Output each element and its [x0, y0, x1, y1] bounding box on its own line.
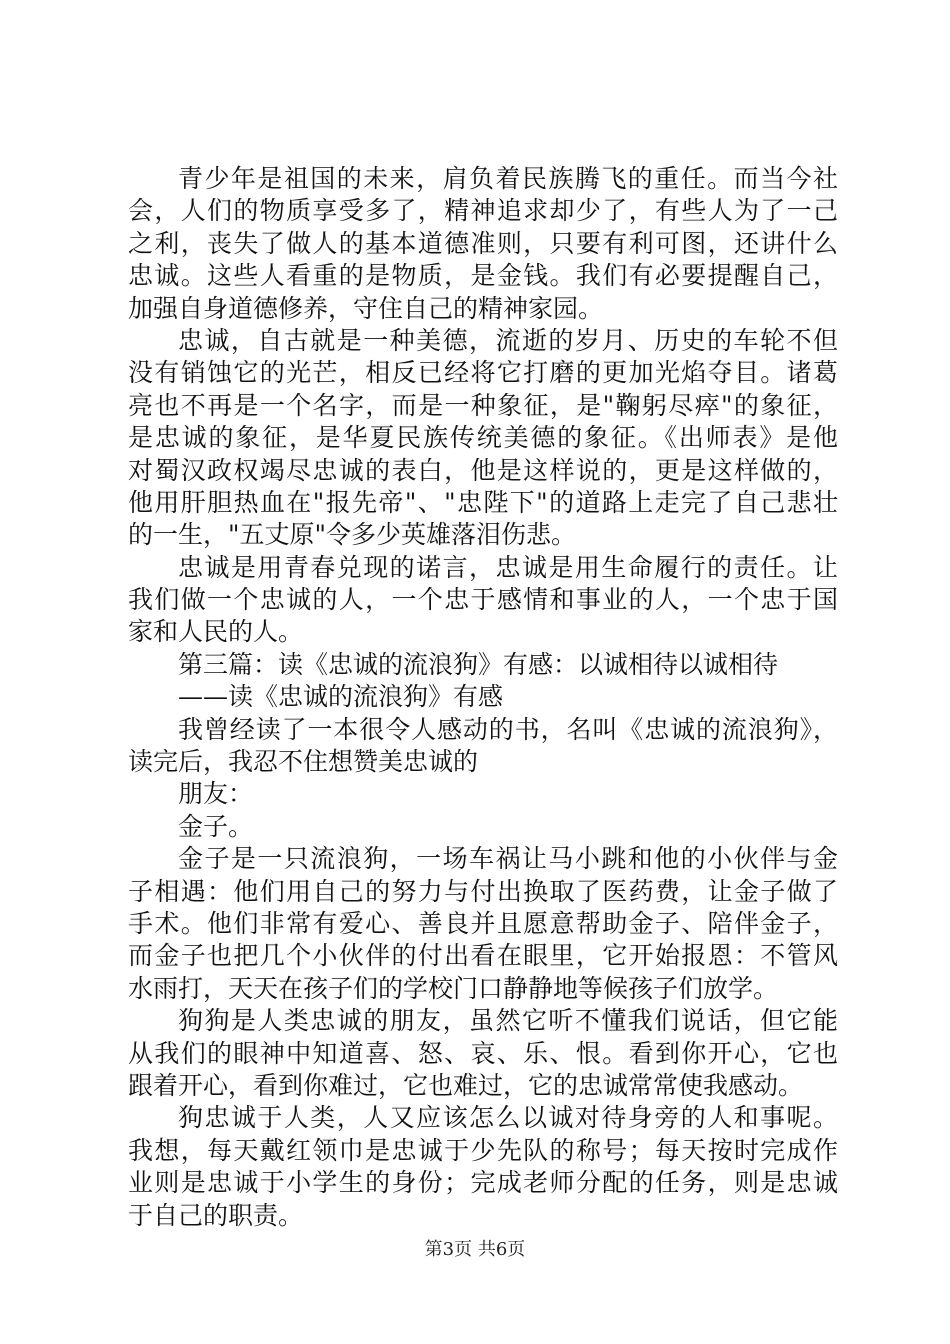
text-line: 亮也不再是一个名字，而是一种象征，是"鞠躬尽瘁"的象征， [128, 390, 838, 420]
text-line: 没有销蚀它的光芒，相反已经将它打磨的更加光焰夺目。诸葛 [128, 358, 838, 388]
text-line: ——读《忠诚的流浪狗》有感 [178, 682, 504, 712]
text-line: 会，人们的物质享受多了，精神追求却少了，有些人为了一己 [128, 196, 838, 226]
text-line: 朋友： [178, 779, 254, 809]
text-line: 对蜀汉政权竭尽忠诚的表白，他是这样说的，更是这样做的， [128, 455, 838, 485]
text-line: 的一生，"五丈原"令多少英雄落泪伤悲。 [128, 520, 576, 550]
text-line: 我曾经读了一本很令人感动的书，名叫《忠诚的流浪狗》， [178, 714, 838, 744]
text-line: 我们做一个忠诚的人，一个忠于感情和事业的人，一个忠于国 [128, 585, 838, 615]
text-line: 之利，丧失了做人的基本道德准则，只要有利可图，还讲什么 [128, 228, 838, 258]
text-line: 跟着开心，看到你难过，它也难过，它的忠诚常常使我感动。 [128, 1070, 804, 1100]
text-line: 我想，每天戴红领巾是忠诚于少先队的称号；每天按时完成作 [128, 1135, 838, 1165]
text-line: 金子。 [178, 811, 254, 841]
text-line: 青少年是祖国的未来，肩负着民族腾飞的重任。而当今社 [178, 164, 838, 193]
text-line: 是忠诚的象征，是华夏民族传统美德的象征。《出师表》是他 [128, 423, 838, 453]
text-line: 狗狗是人类忠诚的朋友，虽然它听不懂我们说话，但它能 [178, 1006, 838, 1036]
text-line: 家和人民的人。 [128, 617, 304, 647]
text-line: 第三篇：读《忠诚的流浪狗》有感：以诚相待以诚相待 [178, 649, 779, 679]
text-line: 业则是忠诚于小学生的身份；完成老师分配的任务，则是忠诚 [128, 1168, 838, 1198]
text-line: 子相遇：他们用自己的努力与付出换取了医药费，让金子做了 [128, 876, 838, 906]
text-line: 于自己的职责。 [128, 1200, 304, 1230]
text-line: 从我们的眼神中知道喜、怒、哀、乐、恨。看到你开心，它也 [128, 1038, 838, 1068]
text-line: 加强自身道德修养，守住自己的精神家园。 [128, 293, 604, 323]
text-line: 金子是一只流浪狗，一场车祸让马小跳和他的小伙伴与金 [178, 844, 838, 874]
text-line: 忠诚是用青春兑现的诺言，忠诚是用生命履行的责任。让 [178, 552, 838, 582]
document-body [128, 163, 838, 1232]
text-line: 手术。他们非常有爱心、善良并且愿意帮助金子、陪伴金子， [128, 908, 838, 938]
text-line: 他用肝胆热血在"报先帝"、"忠陛下"的道路上走完了自己悲壮 [128, 487, 838, 517]
text-line: 狗忠诚于人类，人又应该怎么以诚对待身旁的人和事呢。 [178, 1103, 838, 1133]
text-line: 而金子也把几个小伙伴的付出看在眼里，它开始报恩：不管风 [128, 941, 838, 971]
text-line: 忠诚，自古就是一种美德，流逝的岁月、历史的车轮不但 [178, 325, 838, 355]
text-line: 读完后，我忍不住想赞美忠诚的 [128, 747, 479, 777]
text-line: 忠诚。这些人看重的是物质，是金钱。我们有必要提醒自己， [128, 261, 838, 291]
page-footer: 第3页 共6页 [424, 1239, 526, 1260]
text-line: 水雨打，天天在孩子们的学校门口静静地等候孩子们放学。 [128, 973, 779, 1003]
